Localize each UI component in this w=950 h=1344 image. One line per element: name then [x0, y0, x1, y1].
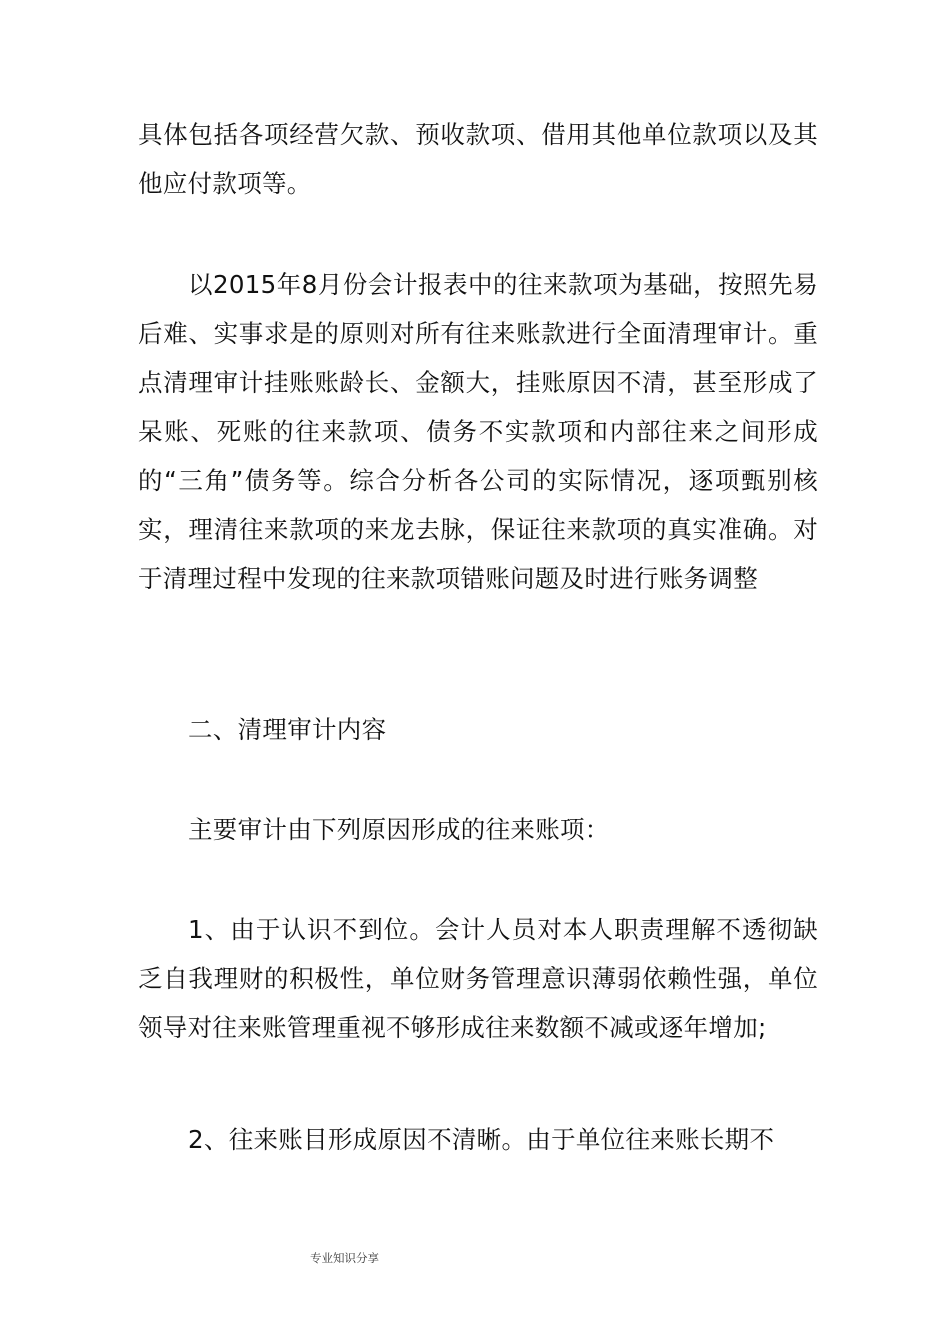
page-footer: 专业知识分享 [310, 1251, 379, 1265]
paragraph-basis: 以2015年8月份会计报表中的往来款项为基础，按照先易后难、实事求是的原则对所有往来账款进行全面清理审计。重点清理审计挂账账龄长、金额大，挂账原因不清，甚至形成了呆账、死账的往来款项、债务不实款项和内部往来之间形成的“三角”债务等。综合分析各公司的实际情况，逐项甄别核实，理清往来款项的来龙去脉，保证往来款项的真实准确。对于清理过程中发现的往来款项错账问题及时进行账务调整 [138, 270, 818, 593]
paragraph-item-1: 1、由于认识不到位。会计人员对本人职责理解不透彻缺乏自我理财的积极性，单位财务管理意识薄弱依赖性强，单位领导对往来账管理重视不够形成往来数额不减或逐年增加; [138, 915, 818, 1042]
paragraph-item-2: 2、往来账目形成原因不清晰。由于单位往来账长期不 [188, 1125, 775, 1154]
paragraph-intro: 具体包括各项经营欠款、预收款项、借用其他单位款项以及其他应付款项等。 [138, 120, 818, 198]
paragraph-main-audit: 主要审计由下列原因形成的往来账项： [188, 815, 610, 844]
section-heading: 二、清理审计内容 [188, 715, 387, 744]
